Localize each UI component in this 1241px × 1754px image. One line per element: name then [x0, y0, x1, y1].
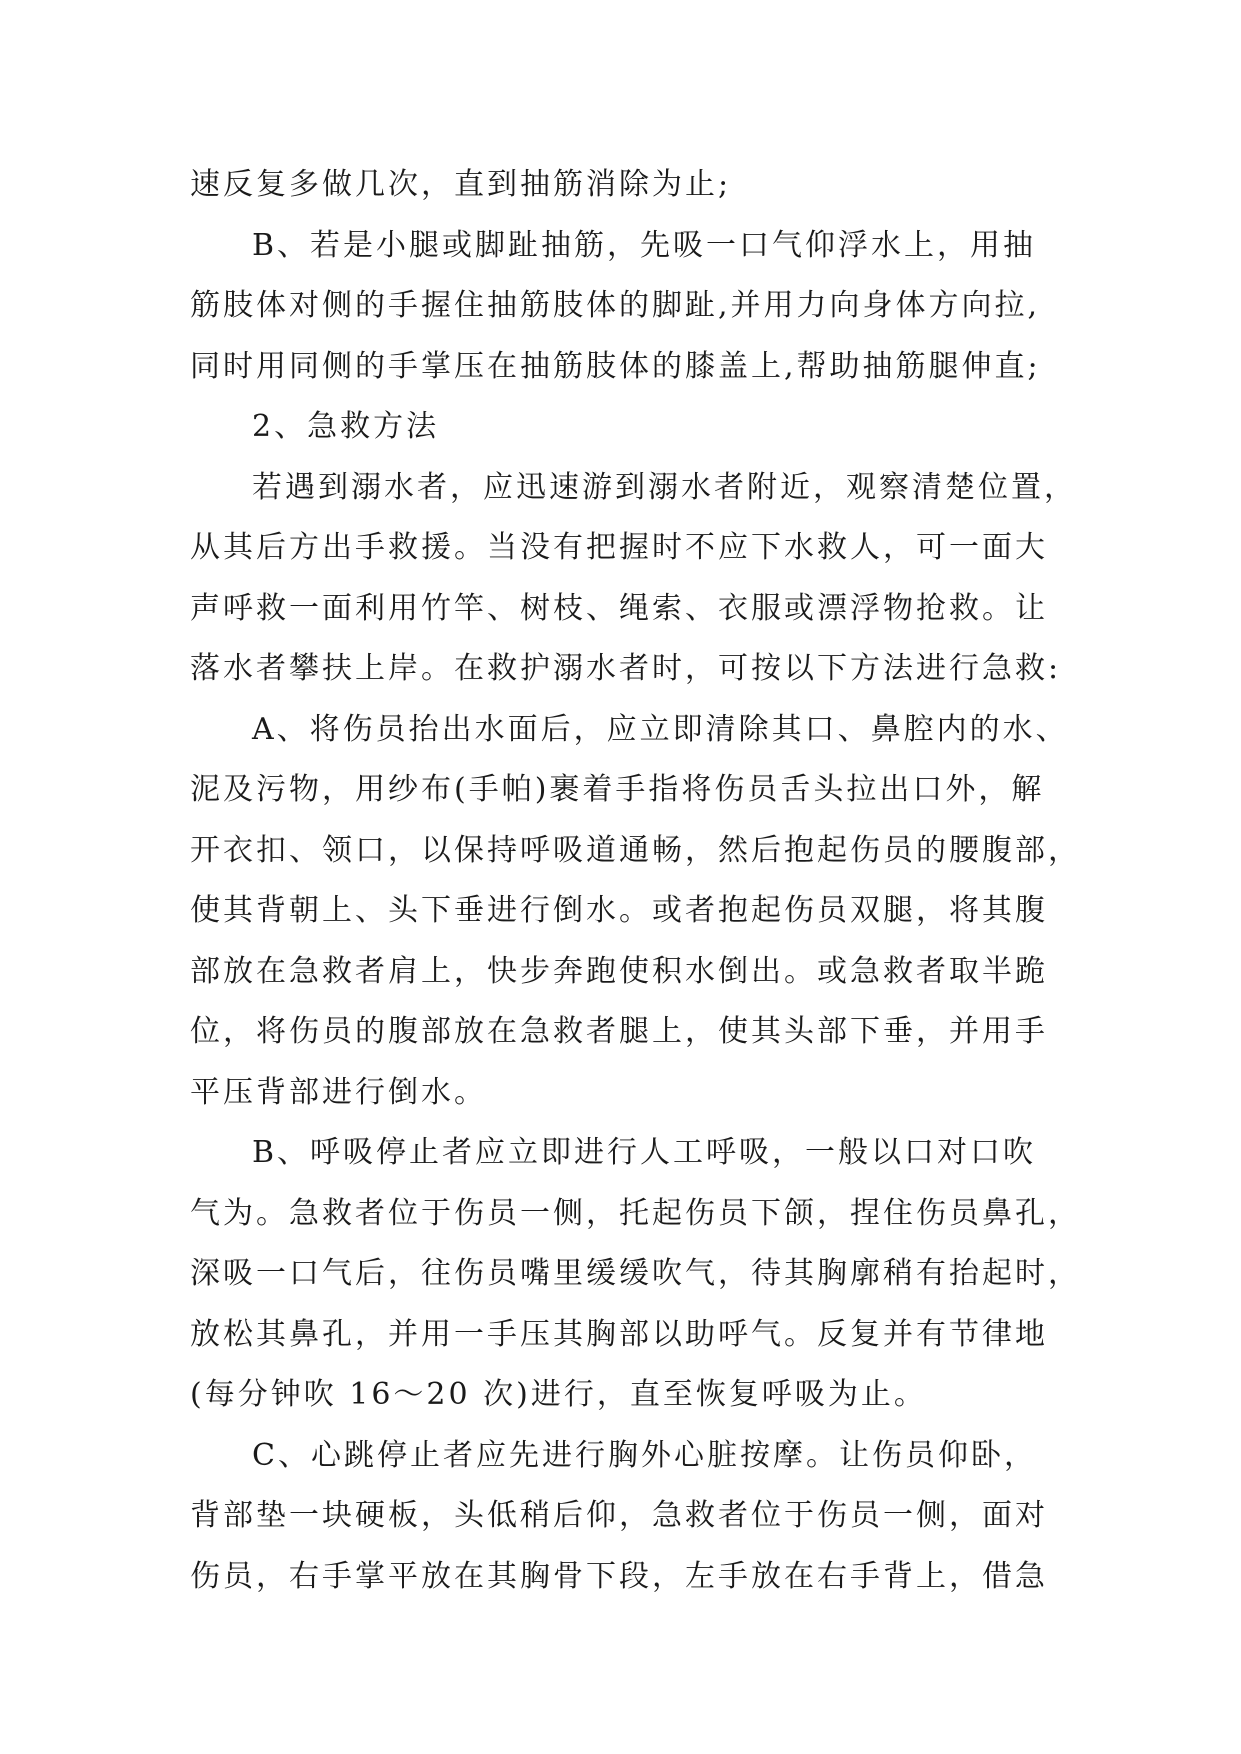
- text-line: 平压背部进行倒水。: [190, 1074, 487, 1110]
- text-line: 深吸一口气后，往伤员嘴里缓缓吹气，待其胸廓稍有抬起时，: [190, 1256, 1081, 1291]
- text-line: (每分钟吹 16～20 次)进行，直至恢复呼吸为止。: [190, 1377, 927, 1412]
- text-line: 速反复多做几次，直到抽筋消除为止;: [190, 167, 732, 202]
- text-line: 落水者攀扶上岸。在救护溺水者时，可按以下方法进行急救:: [190, 651, 1062, 686]
- text-line: 气为。急救者位于伤员一侧，托起伤员下颌，捏住伤员鼻孔，: [190, 1195, 1081, 1231]
- section-heading: 2、急救方法: [252, 409, 440, 444]
- text-line: 伤员，右手掌平放在其胸骨下段，左手放在右手背上，借急: [190, 1558, 1048, 1594]
- text-line: 从其后方出手救援。当没有把握时不应下水救人，可一面大: [190, 530, 1048, 565]
- text-line: 声呼救一面利用竹竿、树枝、绳索、衣服或漂浮物抢救。让: [190, 590, 1048, 626]
- text-line: C、心跳停止者应先进行胸外心脏按摩。让伤员仰卧，: [252, 1437, 1037, 1473]
- text-line: 位，将伤员的腹部放在急救者腿上，使其头部下垂，并用手: [190, 1014, 1048, 1049]
- text-line: 开衣扣、领口，以保持呼吸道通畅，然后抱起伤员的腰腹部，: [190, 832, 1081, 868]
- text-line: 使其背朝上、头下垂进行倒水。或者抱起伤员双腿，将其腹: [190, 893, 1048, 928]
- text-line: B、呼吸停止者应立即进行人工呼吸，一般以口对口吹: [252, 1135, 1037, 1170]
- document-body: [190, 155, 1081, 1607]
- text-line: 泥及污物，用纱布(手帕)裹着手指将伤员舌头拉出口外，解: [190, 772, 1045, 807]
- text-line: 背部垫一块硬板，头低稍后仰，急救者位于伤员一侧，面对: [190, 1498, 1048, 1533]
- text-line: 部放在急救者肩上，快步奔跑使积水倒出。或急救者取半跪: [190, 953, 1048, 989]
- text-line: 筋肢体对侧的手握住抽筋肢体的脚趾,并用力向身体方向拉,: [190, 288, 1041, 323]
- text-line: 若遇到溺水者，应迅速游到溺水者附近，观察清楚位置，: [252, 469, 1077, 505]
- text-line: B、若是小腿或脚趾抽筋，先吸一口气仰浮水上，用抽: [252, 227, 1037, 263]
- text-line: A、将伤员抬出水面后，应立即清除其口、鼻腔内的水、: [252, 711, 1069, 747]
- text-line: 放松其鼻孔，并用一手压其胸部以助呼气。反复并有节律地: [190, 1316, 1048, 1352]
- text-line: 同时用同侧的手掌压在抽筋肢体的膝盖上,帮助抽筋腿伸直;: [190, 348, 1041, 384]
